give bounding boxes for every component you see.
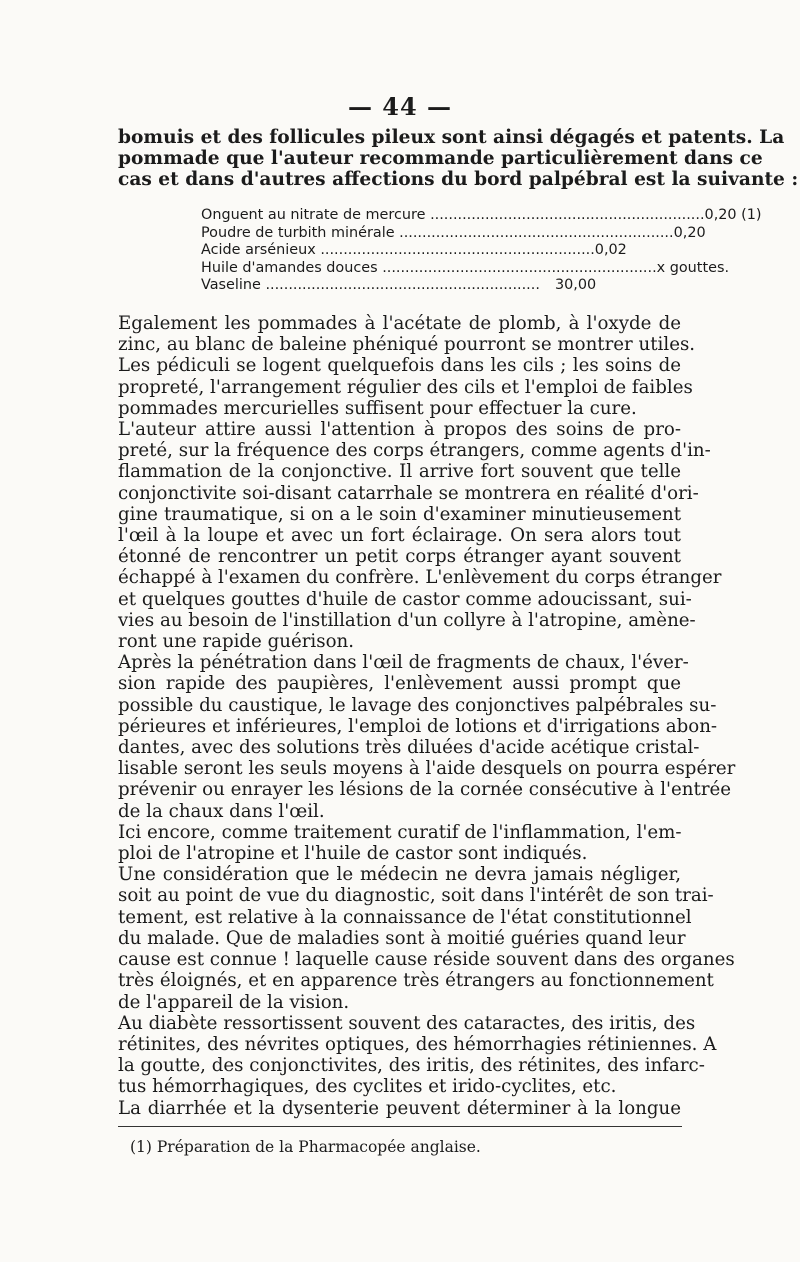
body-line: rétinites, des névrites optiques, des hémorrhagies rétiniennes. A (118, 1033, 717, 1055)
body-line: La diarrhée et la dysenterie peuvent déterminer à la longue (118, 1097, 681, 1119)
body-line: conjonctivite soi-disant catarrhale se montrera en réalité d'ori- (118, 482, 699, 504)
body-line: sion rapide des paupières, l'enlèvement aussi prompt que (118, 673, 681, 695)
recipe-ingredient: Huile d'amandes douces ............................................................ (201, 259, 657, 276)
body-text (118, 313, 736, 1119)
body-line: de l'appareil de la vision. (118, 991, 350, 1013)
footnote-divider (118, 1126, 682, 1127)
body-line: ploi de l'atropine et l'huile de castor sont indiqués. (118, 843, 588, 865)
body-line: Les pédiculi se logent quelquefois dans les cils ; les soins de (118, 355, 681, 377)
body-line: lisable seront les seuls moyens à l'aide desquels on pourra espérer (118, 758, 736, 780)
recipe-ingredient: Onguent au nitrate de mercure ............................................................ (201, 207, 705, 223)
body-line: tus hémorrhagiques, des cyclites et irido-cyclites, etc. (118, 1076, 617, 1098)
recipe-amount: x gouttes. (656, 259, 730, 276)
body-line: prévenir ou enrayer les lésions de la cornée consécutive à l'entrée (118, 779, 732, 801)
body-line: tement, est relative à la connaissance de l'état constitutionnel (118, 906, 692, 928)
body-line: propreté, l'arrangement régulier des cils et l'emploi de faibles (118, 376, 693, 398)
body-line: Ici encore, comme traitement curatif de l'inflammation, l'em- (118, 821, 682, 843)
recipe-ingredient: Poudre de turbith minérale ............................................................ (201, 224, 674, 241)
body-line: périeures et inférieures, l'emploi de lotions et d'irrigations abon- (118, 715, 718, 737)
body-line: gine traumatique, si on a le soin d'examiner minutieusement (118, 503, 681, 525)
body-line: flammation de la conjonctive. Il arrive fort souvent que telle (118, 461, 681, 483)
intro-line: cas et dans d'autres affections du bord palpébral est la suivante : (118, 169, 799, 191)
recipe-item (201, 277, 657, 295)
recipe-amount: 0,20 (1) (704, 207, 762, 223)
body-line: cause est connue ! laquelle cause réside souvent dans des organes (118, 949, 735, 971)
page-number: — 44 — (347, 92, 453, 121)
recipe-item (201, 224, 706, 243)
recipe-list (201, 207, 762, 295)
body-line: et quelques gouttes d'huile de castor comme adoucissant, sui- (118, 588, 692, 610)
recipe-ingredient: Vaseline ............................................................ (201, 277, 540, 293)
body-line: pommades mercurielles suffisent pour effectuer la cure. (118, 397, 637, 419)
body-line: l'œil à la loupe et avec un fort éclairage. On sera alors tout (118, 525, 681, 547)
footnote: (1) Préparation de la Pharmacopée anglaise. (130, 1138, 481, 1156)
recipe-item (201, 242, 657, 260)
body-line: étonné de rencontrer un petit corps étranger ayant souvent (118, 546, 681, 568)
body-line: preté, sur la fréquence des corps étrangers, comme agents d'in- (118, 440, 711, 462)
recipe-amount: 0,02 (594, 242, 627, 258)
body-line: ront une rapide guérison. (118, 631, 355, 653)
recipe-item (201, 259, 730, 278)
body-line: dantes, avec des solutions très diluées d'acide acétique cristal- (118, 737, 700, 759)
intro-line: bomuis et des follicules pileux sont ainsi dégagés et patents. La (118, 127, 785, 148)
body-line: échappé à l'examen du confrère. L'enlèvement du corps étranger (118, 567, 722, 589)
body-line: L'auteur attire aussi l'attention à propos des soins de pro- (118, 419, 681, 441)
body-line: Une considération que le médecin ne devra jamais négliger, (118, 864, 681, 886)
body-line: Après la pénétration dans l'œil de fragments de chaux, l'éver- (118, 652, 689, 674)
body-line: soit au point de vue du diagnostic, soit dans l'intérêt de son trai- (118, 885, 714, 907)
intro-paragraph (118, 127, 799, 191)
body-line: possible du caustique, le lavage des conjonctives palpébrales su- (118, 694, 717, 716)
body-line: très éloignés, et en apparence très étrangers au fonctionnement (118, 970, 714, 992)
body-line: vies au besoin de l'instillation d'un collyre à l'atropine, amène- (118, 609, 696, 631)
recipe-amount: 30,00 (555, 277, 597, 293)
body-line: de la chaux dans l'œil. (118, 800, 325, 822)
body-line: la goutte, des conjonctivites, des iritis, des rétinites, des infarc- (118, 1055, 705, 1077)
body-line: du malade. Que de maladies sont à moitié guéries quand leur (118, 927, 686, 949)
intro-line: pommade que l'auteur recommande particulièrement dans ce (118, 148, 763, 170)
recipe-amount: 0,20 (673, 224, 706, 241)
body-line: Au diabète ressortissent souvent des cataractes, des iritis, des (118, 1012, 696, 1034)
recipe-item (201, 207, 762, 225)
recipe-ingredient: Acide arsénieux ............................................................ (201, 242, 595, 258)
body-line: zinc, au blanc de baleine phéniqué pourront se montrer utiles. (118, 334, 696, 356)
body-line: Egalement les pommades à l'acétate de plomb, à l'oxyde de (118, 313, 681, 334)
